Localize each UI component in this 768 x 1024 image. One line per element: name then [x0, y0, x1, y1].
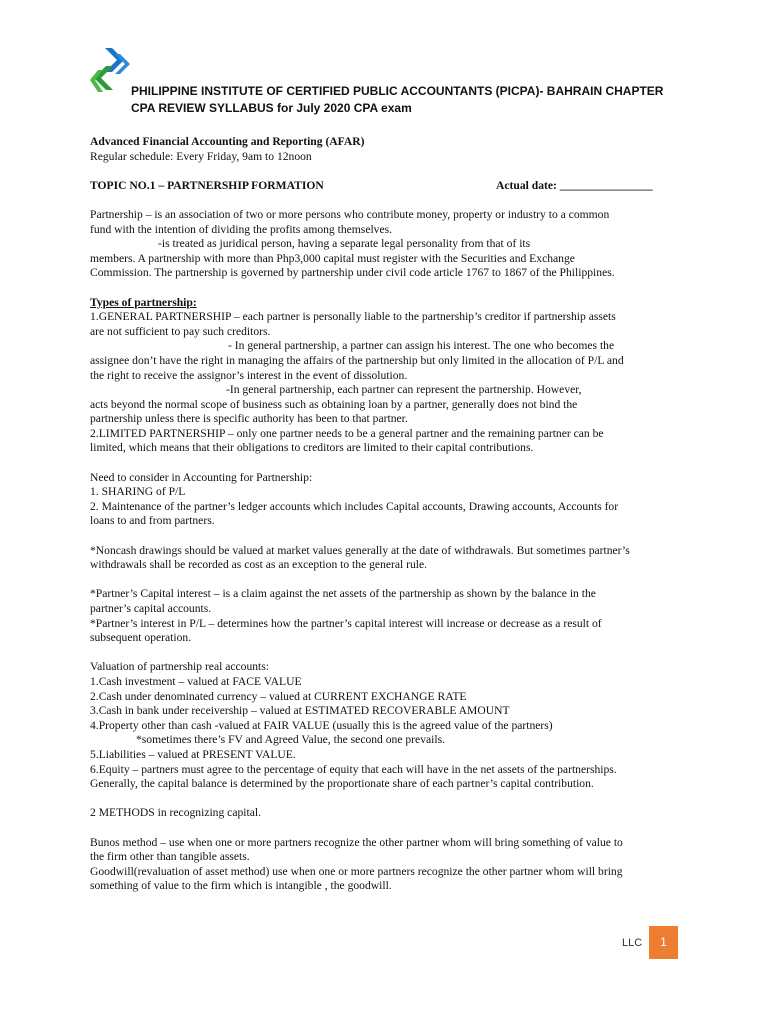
course-title: Advanced Financial Accounting and Reporting (AFAR)	[90, 135, 365, 148]
paragraph-line: partner’s capital accounts.	[90, 602, 212, 615]
paragraph-line: 2.Cash under denominated currency – valued at CURRENT EXCHANGE RATE	[90, 689, 467, 703]
paragraph-line: something of value to the firm which is intangible , the goodwill.	[90, 879, 392, 893]
paragraph-line: 6.Equity – partners must agree to the percentage of equity that each will have in the net assets of the partnerships.	[90, 762, 617, 776]
types-heading: Types of partnership:	[90, 295, 197, 309]
paragraph-line: fund with the intention of dividing the profits among themselves.	[90, 222, 393, 236]
paragraph-line: - In general partnership, a partner can assign his interest. The one who becomes the	[228, 339, 615, 353]
paragraph-line: partnership unless there is specific authority has been to that partner.	[90, 412, 408, 426]
course-schedule: Regular schedule: Every Friday, 9am to 12noon	[90, 149, 312, 163]
paragraph-line: *Partner’s interest in P/L – determines how the partner’s capital interest will increase or decrease as a result of	[90, 616, 602, 630]
paragraph-line: 2. Maintenance of the partner’s ledger accounts which includes Capital accounts, Drawing accounts, Accounts for	[90, 499, 619, 513]
paragraph-line: Partnership – is an association of two or more persons who contribute money, property or industry to a common	[90, 207, 610, 221]
paragraph-line: loans to and from partners.	[90, 514, 215, 528]
paragraph-line: withdrawals shall be recorded as cost as an exception to the general rule.	[90, 558, 428, 572]
page-number-badge: 1	[649, 926, 678, 959]
topic-title: TOPIC NO.1 – PARTNERSHIP FORMATION	[90, 178, 324, 192]
paragraph-line: Bunos method – use when one or more partners recognize the other partner whom will bring something of value to	[90, 835, 623, 849]
syllabus-title: CPA REVIEW SYLLABUS for July 2020 CPA exam	[131, 101, 412, 115]
paragraph-line: the firm other than tangible assets.	[90, 850, 250, 864]
paragraph-line: 3.Cash in bank under receivership – valued at ESTIMATED RECOVERABLE AMOUNT	[90, 704, 510, 718]
paragraph-line: 4.Property other than cash -valued at FAIR VALUE (usually this is the agreed value of the partners)	[90, 718, 553, 732]
paragraph-line: *sometimes there’s FV and Agreed Value, the second one prevails.	[136, 733, 445, 747]
paragraph-line: 1. SHARING of P/L	[90, 485, 186, 499]
paragraph-line: acts beyond the normal scope of business such as obtaining loan by a partner, generally does not bind the	[90, 397, 578, 411]
paragraph-line: -is treated as juridical person, having a separate legal personality from that of its	[158, 237, 531, 251]
paragraph-line: -In general partnership, each partner can represent the partnership. However,	[226, 383, 582, 397]
footer-label: LLC	[622, 937, 643, 949]
paragraph-line: *Partner’s Capital interest – is a claim against the net assets of the partnership as shown by the balance in the	[90, 587, 596, 601]
paragraph-line: the right to receive the assignor’s interest in the event of dissolution.	[90, 368, 408, 382]
paragraph-line: Commission. The partnership is governed by partnership under civil code article 1767 to 1867 of the Philippines.	[90, 266, 615, 280]
paragraph-line: subsequent operation.	[90, 631, 192, 645]
paragraph-line: Need to consider in Accounting for Partnership:	[90, 470, 313, 484]
paragraph-line: 2.LIMITED PARTNERSHIP – only one partner needs to be a general partner and the remaining partner can be	[90, 426, 604, 440]
paragraph-line: assignee don’t have the right in managing the affairs of the partnership but only limited in the allocation of P/L and	[90, 353, 624, 367]
paragraph-line: 1.Cash investment – valued at FACE VALUE	[90, 674, 302, 688]
document-body	[90, 135, 680, 894]
paragraph-line: are not sufficient to pay such creditors.	[90, 324, 271, 338]
paragraph-line: members. A partnership with more than Php3,000 capital must register with the Securities and Exchange	[90, 251, 575, 265]
institute-title: PHILIPPINE INSTITUTE OF CERTIFIED PUBLIC ACCOUNTANTS (PICPA)- BAHRAIN CHAPTER	[131, 84, 664, 98]
paragraph-line: 2 METHODS in recognizing capital.	[90, 806, 261, 820]
paragraph-line: *Noncash drawings should be valued at market values generally at the date of withdrawals. But sometimes partner’s	[90, 543, 630, 557]
paragraph-line: Generally, the capital balance is determined by the proportionate share of each partner’s capital contribution.	[90, 777, 594, 791]
paragraph-line: Goodwill(revaluation of asset method) use when one or more partners recognize the other partner whom will bring	[90, 864, 623, 878]
picpa-logo-icon	[90, 46, 130, 98]
paragraph-line: 1.GENERAL PARTNERSHIP – each partner is personally liable to the partnership’s creditor if partnership assets	[90, 310, 616, 324]
actual-date-label: Actual date: ________________	[496, 178, 653, 192]
paragraph-line: Valuation of partnership real accounts:	[90, 660, 269, 674]
paragraph-line: limited, which means that their obligations to creditors are limited to their capital contributions.	[90, 441, 534, 455]
paragraph-line: 5.Liabilities – valued at PRESENT VALUE.	[90, 747, 296, 761]
topic-row	[90, 179, 680, 194]
